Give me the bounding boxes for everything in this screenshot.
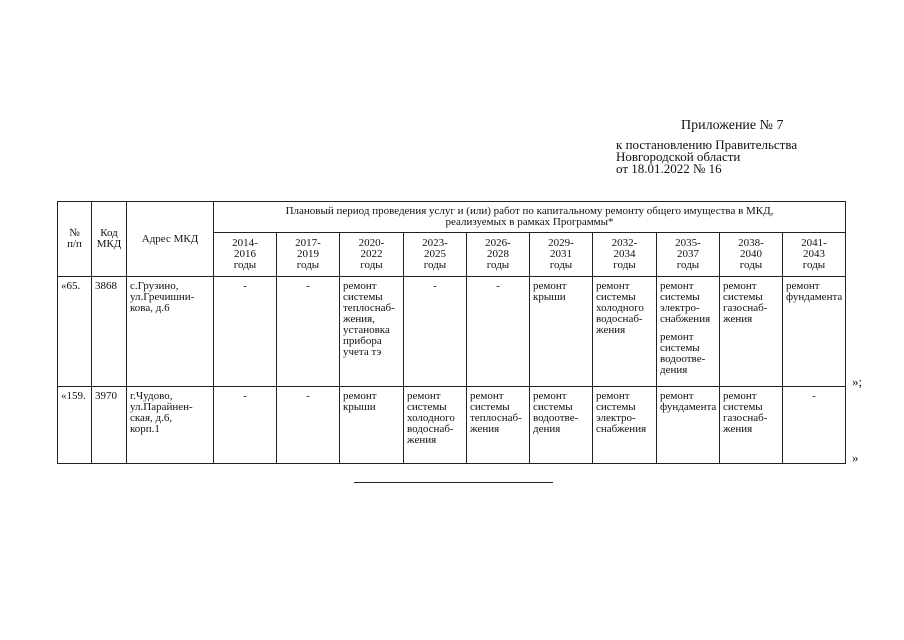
table-row — [58, 277, 846, 387]
footnote-separator-line — [354, 482, 553, 483]
header-period: 2032- 2034 годы — [593, 233, 657, 277]
work-cell: - — [404, 277, 467, 387]
work-cell: ремонт системы теплоснаб- жения, установка прибора учета тэ — [340, 277, 404, 387]
header-planned-period — [214, 202, 846, 233]
header-period: 2020- 2022 годы — [340, 233, 404, 277]
closing-quote-mark: » — [852, 450, 859, 465]
header-period: 2041- 2043 годы — [783, 233, 846, 277]
appendix-line: к постановлению Правительства — [616, 137, 798, 152]
repair-schedule-table — [57, 201, 846, 464]
work-cell: ремонт системы холодного водоснаб- жения — [404, 387, 467, 464]
work-cell: ремонт системы электро- снабжения — [593, 387, 657, 464]
header-period: 2023- 2025 годы — [404, 233, 467, 277]
header-period: 2038- 2040 годы — [720, 233, 783, 277]
row-number: «65. — [58, 277, 92, 387]
work-cell: ремонт фундамента — [657, 387, 720, 464]
work-cell: ремонт системы газоснаб- жения — [720, 387, 783, 464]
header-text: п/п — [67, 238, 82, 250]
work-cell: ремонт системы газоснаб- жения — [720, 277, 783, 387]
header-text: Плановый период проведения услуг и (или) работ по капитальному ремонту общего имущества в МКД, — [285, 205, 774, 217]
appendix-line: Новгородской области — [616, 149, 741, 164]
header-period: 2014- 2016 годы — [214, 233, 277, 277]
work-cell: ремонт системы холодного водоснаб- жения — [593, 277, 657, 387]
work-cell: - — [783, 387, 846, 464]
header-code — [92, 202, 127, 277]
work-cell: ремонт системы электро- снабжения ремонт системы водоотве- дения — [657, 277, 720, 387]
work-cell: ремонт фундамента — [783, 277, 846, 387]
header-text: № — [69, 227, 80, 239]
header-period: 2026- 2028 годы — [467, 233, 530, 277]
header-number — [58, 202, 92, 277]
work-cell: - — [277, 277, 340, 387]
table-row — [58, 387, 846, 464]
header-text: реализуемых в рамках Программы* — [445, 216, 614, 228]
header-period: 2017- 2019 годы — [277, 233, 340, 277]
appendix-decree-reference — [616, 139, 797, 175]
work-cell: - — [467, 277, 530, 387]
closing-quote-mark: »; — [852, 374, 863, 389]
appendix-title: Приложение № 7 — [681, 118, 784, 133]
work-cell: ремонт системы водоотве- дения — [530, 387, 593, 464]
header-text: МКД — [96, 238, 122, 250]
work-cell: - — [277, 387, 340, 464]
row-code: 3868 — [92, 277, 127, 387]
row-number: «159. — [58, 387, 92, 464]
work-cell: ремонт крыши — [340, 387, 404, 464]
row-code: 3970 — [92, 387, 127, 464]
header-text: Код — [100, 227, 118, 239]
row-address: г.Чудово, ул.Парайнен- ская, д.6, корп.1 — [127, 387, 214, 464]
header-period: 2035- 2037 годы — [657, 233, 720, 277]
appendix-line: от 18.01.2022 № 16 — [616, 161, 722, 176]
work-cell: ремонт крыши — [530, 277, 593, 387]
header-period: 2029- 2031 годы — [530, 233, 593, 277]
work-cell: - — [214, 277, 277, 387]
work-cell: - — [214, 387, 277, 464]
header-address — [127, 202, 214, 277]
row-address: с.Грузино, ул.Гречишни- кова, д.6 — [127, 277, 214, 387]
work-cell: ремонт системы теплоснаб- жения — [467, 387, 530, 464]
header-text: Адрес МКД — [141, 232, 199, 245]
